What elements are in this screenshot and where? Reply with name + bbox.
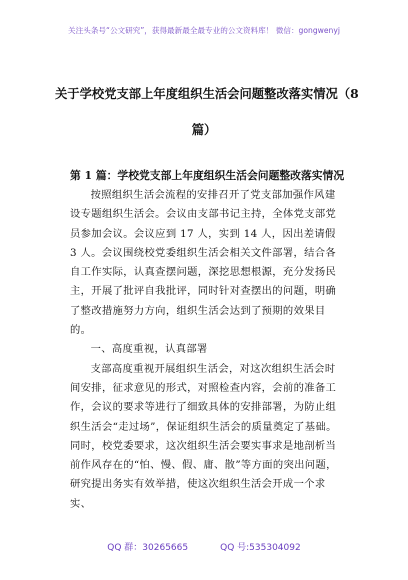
document-title: 关于学校党支部上年度组织生活会问题整改落实情况（8	[55, 86, 359, 101]
top-banner	[0, 0, 408, 60]
footer	[0, 540, 408, 553]
section-heading: 第 1 篇：学校党支部上年度组织生活会问题整改落实情况	[70, 169, 345, 182]
footer-qq-group: QQ 群：30265665	[107, 543, 189, 553]
document-title-continued: 篇）	[191, 122, 217, 137]
paragraph: 按照组织生活会流程的安排召开了党支部加强作风建设专题组织生活会。会议由支部书记主持，全体党支部党员参加会议。会议应到 17 人，实到 14 人，因出差请假 3 人。会议围绕校党委组织生活会相关文件部署，结合各自工作实际，认真查摆问题，深挖思想根源，充分发扬民主，开展了批评自我批评，同时针对查摆出的问题，明确了整改措施努力方向，组织生活会达到了预期的效果目的。	[70, 189, 337, 337]
paragraph: 支部高度重视开展组织生活会，对这次组织生活会时间安排，征求意见的形式，对照检查内容，会前的准备工作，会议的要求等进行了细致具体的安排部署，为防止组织生活会“走过场”，保证组织生活会的质量奠定了基础。同时，校党委要求，这次组织生活会要实事求是地剖析当前作风存在的“怕、慢、假、庸、散”等方面的突出问题，研究提出务实有效举措，使这次组织生活会开成一个求实、	[70, 362, 337, 510]
footer-qq-number: QQ 号:535304092	[220, 543, 301, 553]
paragraph-heading: 一、高度重视，认真部署	[90, 343, 208, 356]
banner-text: 关注头条号“公文研究”，获得最新最全最专业的公文资料库！ 微信：gongwenyj	[68, 25, 340, 35]
document-body	[70, 186, 342, 514]
